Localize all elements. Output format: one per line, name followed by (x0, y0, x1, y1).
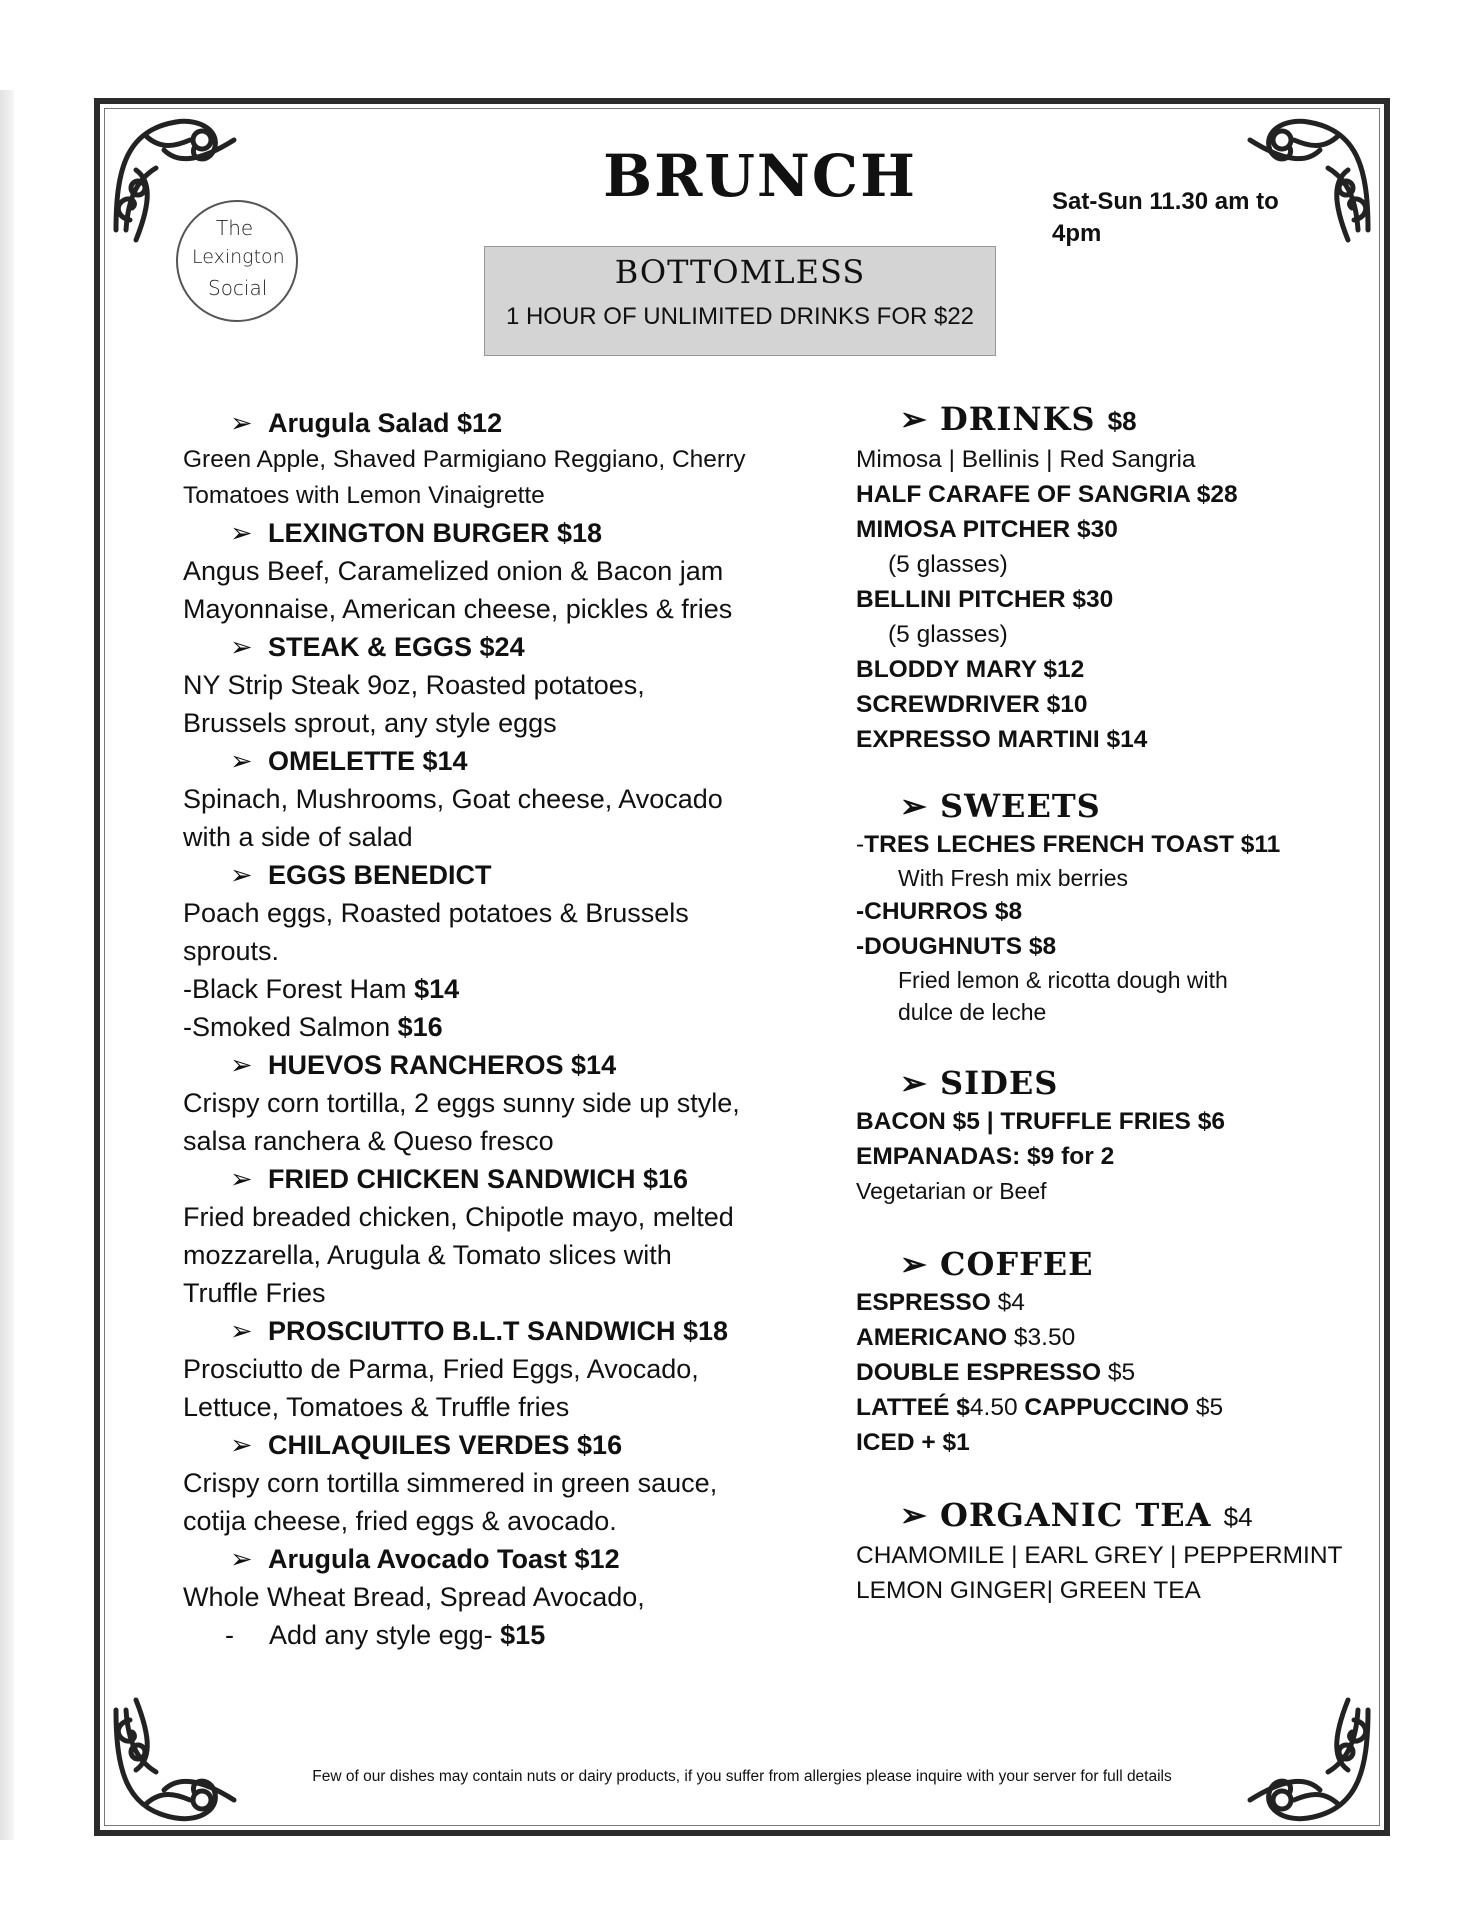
arrow-bullet-icon: ➢ (230, 1544, 253, 1574)
coffee-line: DOUBLE ESPRESSO $5 (856, 1359, 1136, 1386)
dish-description: Whole Wheat Bread, Spread Avocado, (183, 1582, 645, 1612)
dish-option: -Black Forest Ham $14 (183, 974, 460, 1004)
dish-title: ➢ STEAK & EGGS $24 (183, 628, 753, 666)
allergy-notice: Few of our dishes may contain nuts or dairy products, if you suffer from allergies please inquire with your server for full details (312, 1768, 1172, 1785)
section-heading-coffee: ➢ COFFEE (900, 1245, 1094, 1283)
logo-line: The (216, 216, 254, 240)
sweet-description: With Fresh mix berries (898, 865, 1129, 891)
dish-description: NY Strip Steak 9oz, Roasted potatoes, Brussels sprout, any style eggs (183, 670, 645, 738)
drink-line: SCREWDRIVER $10 (856, 691, 1088, 718)
tea-line: LEMON GINGER| GREEN TEA (856, 1577, 1201, 1604)
drink-line: MIMOSA PITCHER $30 (856, 516, 1118, 543)
coffee-line: ICED + $1 (856, 1429, 970, 1456)
sweet-item: -CHURROS $8 (856, 898, 1023, 925)
logo-line: Lexington (192, 246, 285, 268)
dish-title: ➢ HUEVOS RANCHEROS $14 (183, 1046, 753, 1084)
drink-note: (5 glasses) (888, 621, 1008, 648)
dish-title: ➢ PROSCIUTTO B.L.T SANDWICH $18 (183, 1312, 753, 1350)
coffee-line: ESPRESSO $4 (856, 1289, 1025, 1316)
dish-title: ➢ CHILAQUILES VERDES $16 (183, 1426, 753, 1464)
arrow-bullet-icon: ➢ (230, 1164, 253, 1194)
dish-description: Fried breaded chicken, Chipotle mayo, melted mozzarella, Arugula & Tomato slices with Truffle Fries (183, 1202, 734, 1308)
drink-line: Mimosa | Bellinis | Red Sangria (856, 446, 1196, 473)
sweet-item: -DOUGHNUTS $8 (856, 933, 1057, 960)
dish-description: Crispy corn tortilla, 2 eggs sunny side up style, salsa ranchera & Queso fresco (183, 1088, 740, 1156)
promo-text: 1 HOUR OF UNLIMITED DRINKS FOR $22 (505, 303, 975, 330)
logo-line: Social (208, 276, 268, 300)
section-heading-drinks: ➢ DRINKS $8 (900, 400, 1137, 438)
arrow-bullet-icon: ➢ (230, 408, 253, 438)
section-heading-tea: ➢ ORGANIC TEA $4 (900, 1496, 1253, 1534)
dish-title: ➢ OMELETTE $14 (183, 742, 753, 780)
arrow-bullet-icon: ➢ (230, 518, 253, 548)
dish-title: ➢ LEXINGTON BURGER $18 (183, 514, 753, 552)
bottomless-promo-box (484, 246, 996, 356)
drink-line: EXPRESSO MARTINI $14 (856, 726, 1148, 753)
opening-hours: Sat-Sun 11.30 am to 4pm (1052, 188, 1279, 247)
sweet-item: -TRES LECHES FRENCH TOAST $11 (856, 831, 1281, 858)
side-line: Vegetarian or Beef (856, 1178, 1047, 1204)
dish-title: ➢ FRIED CHICKEN SANDWICH $16 (183, 1160, 753, 1198)
arrow-bullet-icon: ➢ (230, 746, 253, 776)
arrow-bullet-icon: ➢ (900, 1497, 928, 1533)
arrow-bullet-icon: ➢ (230, 860, 253, 890)
arrow-bullet-icon: ➢ (900, 788, 928, 824)
dish-description: Green Apple, Shaved Parmigiano Reggiano, Cherry Tomatoes with Lemon Vinaigrette (183, 446, 746, 509)
arrow-bullet-icon: ➢ (230, 632, 253, 662)
restaurant-logo (176, 200, 298, 322)
dish-option: -Smoked Salmon $16 (183, 1012, 443, 1042)
dish-title: ➢ Arugula Avocado Toast $12 (183, 1540, 753, 1578)
dishes-column (183, 404, 753, 1654)
dish-description: Prosciutto de Parma, Fried Eggs, Avocado, Lettuce, Tomatoes & Truffle fries (183, 1354, 699, 1422)
arrow-bullet-icon: ➢ (230, 1430, 253, 1460)
page-edge-shadow (0, 90, 14, 1840)
arrow-bullet-icon: ➢ (900, 1065, 928, 1101)
sweet-description: Fried lemon & ricotta dough with dulce de leche (898, 967, 1228, 1025)
promo-heading: BOTTOMLESS (614, 253, 866, 291)
dish-addon: - Add any style egg- $15 (225, 1620, 546, 1650)
side-line: BACON $5 | TRUFFLE FRIES $6 (856, 1108, 1225, 1135)
arrow-bullet-icon: ➢ (900, 401, 928, 437)
drinks-sweets-column (856, 398, 1376, 1608)
menu-title: BRUNCH (603, 142, 917, 210)
dish-description: Spinach, Mushrooms, Goat cheese, Avocado with a side of salad (183, 784, 723, 852)
dish-description: Poach eggs, Roasted potatoes & Brussels sprouts. (183, 898, 689, 966)
section-heading-sides: ➢ SIDES (900, 1064, 1059, 1102)
corner-ornament-icon (106, 1690, 246, 1830)
drink-line: BELLINI PITCHER $30 (856, 586, 1114, 613)
drink-line: BLODDY MARY $12 (856, 656, 1085, 683)
coffee-line: LATTEÉ $4.50 CAPPUCCINO $5 (856, 1394, 1224, 1421)
coffee-line: AMERICANO $3.50 (856, 1324, 1076, 1351)
dish-title: ➢ EGGS BENEDICT (183, 856, 753, 894)
side-line: EMPANADAS: $9 for 2 (856, 1143, 1115, 1170)
tea-line: CHAMOMILE | EARL GREY | PEPPERMINT (856, 1542, 1343, 1569)
section-heading-sweets: ➢ SWEETS (900, 787, 1101, 825)
drink-line: HALF CARAFE OF SANGRIA $28 (856, 481, 1238, 508)
dish-description: Crispy corn tortilla simmered in green sauce, cotija cheese, fried eggs & avocado. (183, 1468, 718, 1536)
arrow-bullet-icon: ➢ (230, 1050, 253, 1080)
corner-ornament-icon (1238, 1690, 1378, 1830)
arrow-bullet-icon: ➢ (230, 1316, 253, 1346)
arrow-bullet-icon: ➢ (900, 1246, 928, 1282)
dish-title: ➢ Arugula Salad $12 (183, 404, 753, 442)
drink-note: (5 glasses) (888, 551, 1008, 578)
dish-description: Angus Beef, Caramelized onion & Bacon jam Mayonnaise, American cheese, pickles & fries (183, 556, 733, 624)
